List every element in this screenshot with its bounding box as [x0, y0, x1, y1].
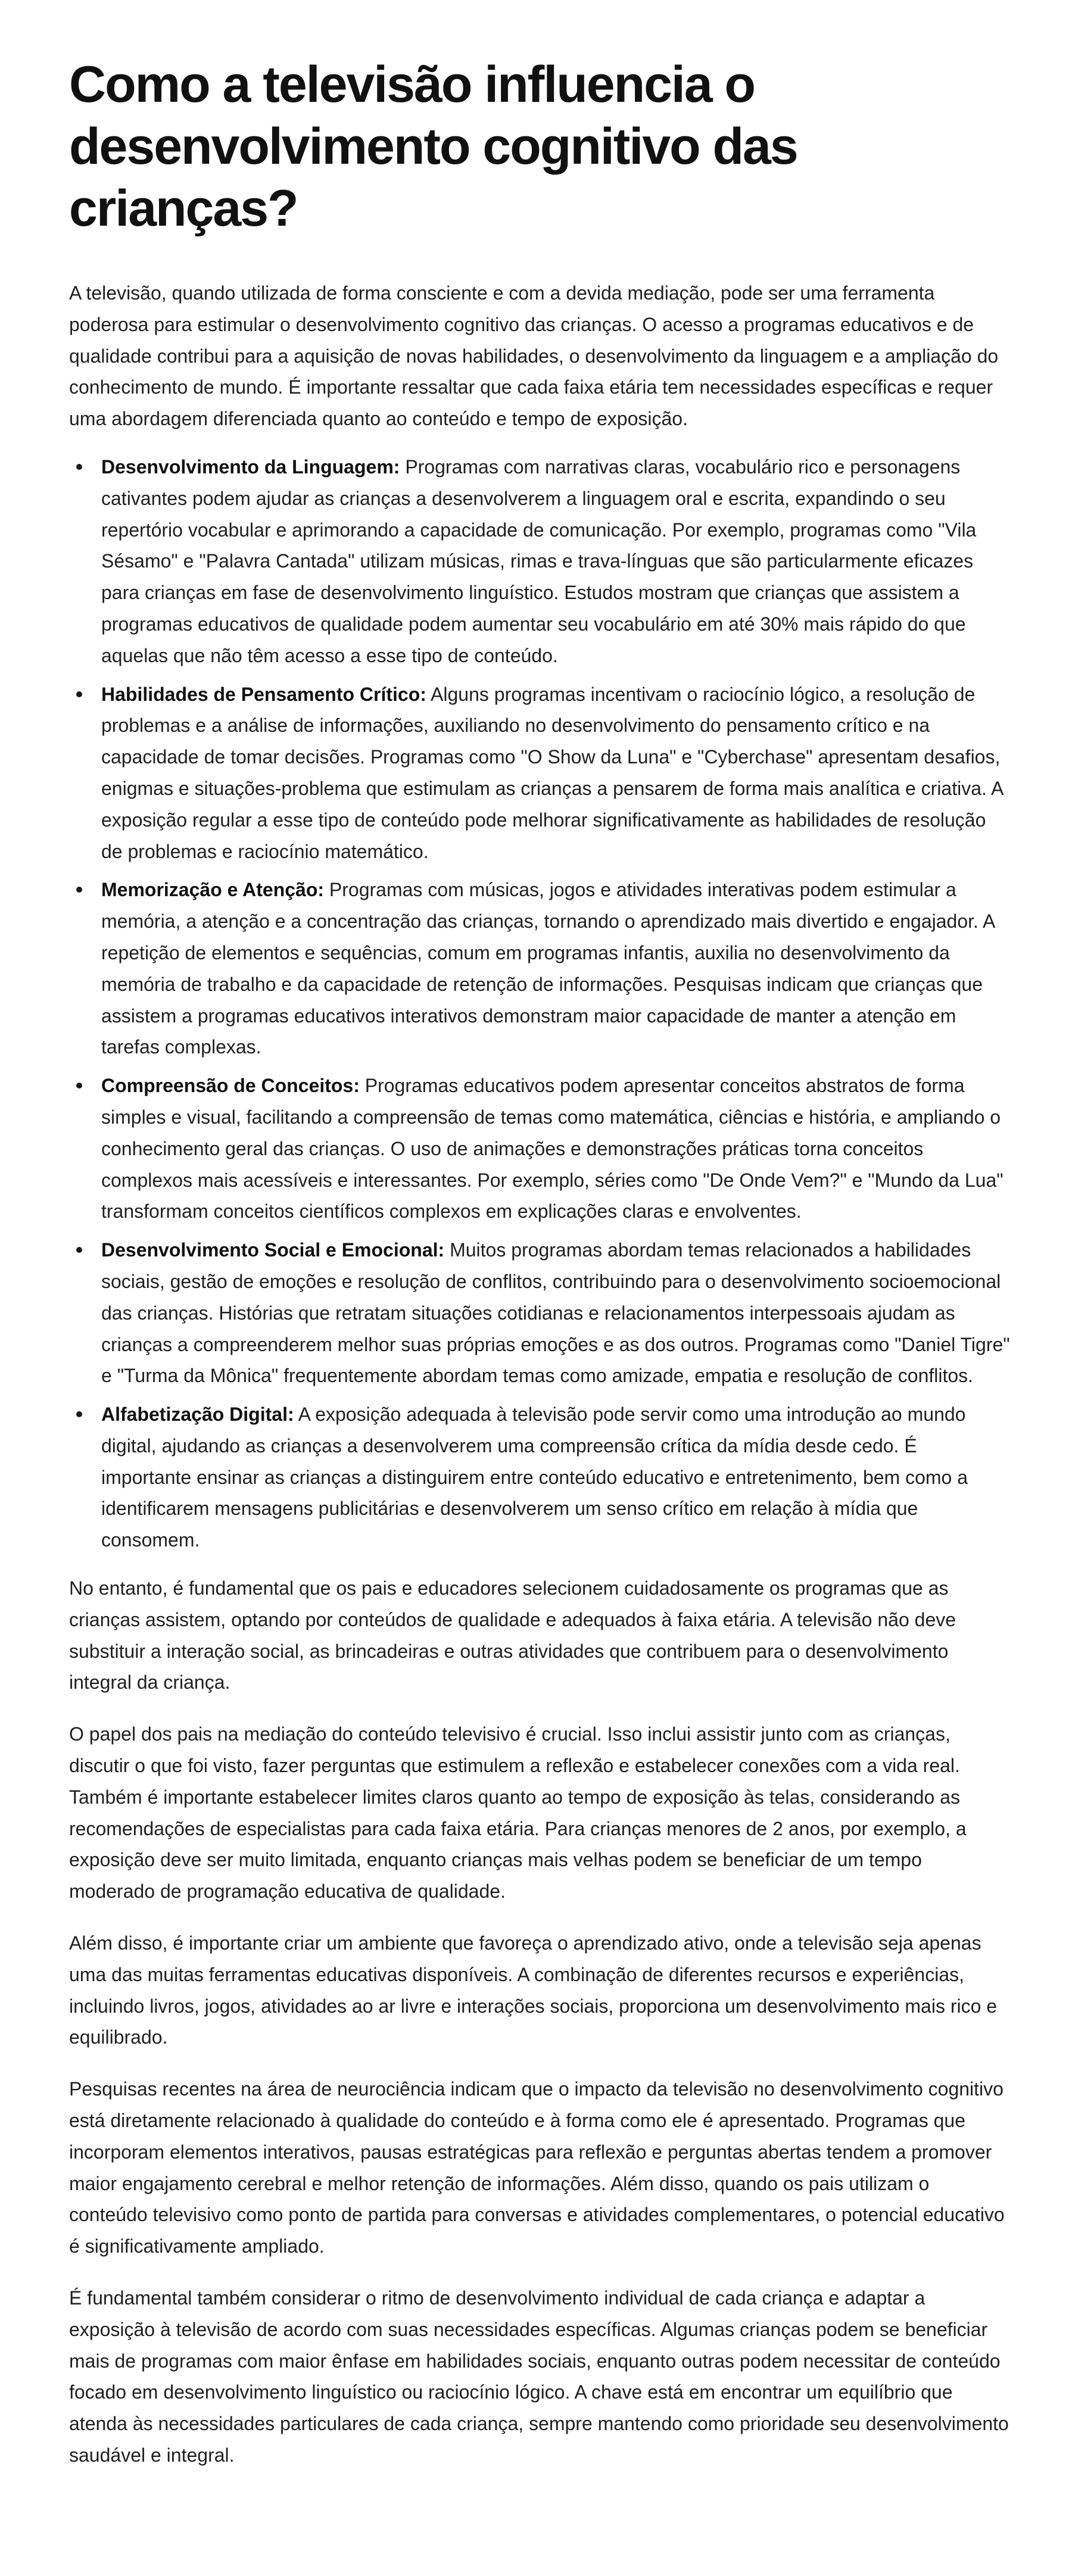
list-item [101, 1399, 1010, 1556]
body-paragraph: No entanto, é fundamental que os pais e educadores selecionem cuidadosamente os programas que as crianças assistem, optando por conteúdos de qualidade e adequados à faixa etária. A televisão não deve substituir a interação social, as brincadeiras e outras atividades que contribuem para o desenvolvimento integral da criança. [69, 1577, 956, 1694]
body-paragraph: Além disso, é importante criar um ambiente que favoreça o aprendizado ativo, onde a televisão seja apenas uma das muitas ferramentas educativas disponíveis. A combinação de diferentes recursos e experiências, incluindo livros, jogos, atividades ao ar livre e interações sociais, proporciona um desenvolvimento mais rico e equilibrado. [69, 1932, 998, 2048]
page-title: Como a televisão influencia o desenvolvimento cognitivo das crianças? [69, 56, 797, 237]
bullet-icon [76, 1247, 82, 1253]
list-item-label: Desenvolvimento Social e Emocional: [101, 1239, 445, 1261]
list-item-label: Habilidades de Pensamento Crítico: [101, 683, 426, 705]
list-item-text: A exposição adequada à televisão pode servir como uma introdução ao mundo digital, ajudando as crianças a desenvolverem uma compreensão crítica da mídia desde cedo. É importante ensinar as crianças a distinguirem entre conteúdo educativo e entretenimento, bem como a identificarem mensagens publicitárias e desenvolverem um senso crítico em relação à mídia que consomem. [101, 1404, 968, 1551]
bullet-icon [76, 1083, 82, 1089]
list-item-text: Programas com músicas, jogos e atividades interativas podem estimular a memória, a atenção e a concentração das crianças, tornando o aprendizado mais divertido e engajador. A repetição de elementos e sequências, comum em programas infantis, auxilia no desenvolvimento da memória de trabalho e da capacidade de retenção de informações. Pesquisas indicam que crianças que assistem a programas educativos interativos demonstram maior capacidade de manter a atenção em tarefas complexas. [101, 879, 995, 1058]
intro-paragraph: A televisão, quando utilizada de forma consciente e com a devida mediação, pode ser uma ferramenta poderosa para estimular o desenvolvimento cognitivo das crianças. O acesso a programas educativos e de qualidade contribui para a aquisição de novas habilidades, o desenvolvimento da linguagem e a ampliação do conhecimento de mundo. É importante ressaltar que cada faixa etária tem necessidades específicas e requer uma abordagem diferenciada quanto ao conteúdo e tempo de exposição. [69, 282, 999, 430]
list-item-text: Programas com narrativas claras, vocabulário rico e personagens cativantes podem ajudar as crianças a desenvolverem a linguagem oral e escrita, expandindo o seu repertório vocabular e aprimorando a capacidade de comunicação. Por exemplo, programas como "Vila Sésamo" e "Palavra Cantada" utilizam músicas, rimas e trava-línguas que são particularmente eficazes para crianças em fase de desenvolvimento linguístico. Estudos mostram que crianças que assistem a programas educativos de qualidade podem aumentar seu vocabulário em até 30% mais rápido do que aquelas que não têm acesso a esse tipo de conteúdo. [101, 456, 977, 666]
list-item-label: Desenvolvimento da Linguagem: [101, 456, 400, 478]
article [69, 54, 1010, 2471]
list-item-label: Alfabetização Digital: [101, 1404, 294, 1426]
key-points-list [69, 451, 1010, 1556]
list-item-text: Alguns programas incentivam o raciocínio lógico, a resolução de problemas e a análise de informações, auxiliando no desenvolvimento do pensamento crítico e na capacidade de tomar decisões. Programas como "O Show da Luna" e "Cyberchase" apresentam desafios, enigmas e situações-problema que estimulam as crianças a pensarem de forma mais analítica e criativa. A exposição regular a esse tipo de conteúdo pode melhorar significativamente as habilidades de resolução de problemas e raciocínio matemático. [101, 683, 1003, 862]
body-paragraph: É fundamental também considerar o ritmo de desenvolvimento individual de cada criança e adaptar a exposição à televisão de acordo com suas necessidades específicas. Algumas crianças podem se beneficiar mais de programas com maior ênfase em habilidades sociais, enquanto outras podem necessitar de conteúdo focado em desenvolvimento linguístico ou raciocínio lógico. A chave está em encontrar um equilíbrio que atenda às necessidades particulares de cada criança, sempre mantendo como prioridade seu desenvolvimento saudável e integral. [69, 2287, 1009, 2466]
bullet-icon [76, 1411, 82, 1417]
body-paragraph: O papel dos pais na mediação do conteúdo televisivo é crucial. Isso inclui assistir junto com as crianças, discutir o que foi visto, fazer perguntas que estimulem a reflexão e estabelecer conexões com a vida real. Também é importante estabelecer limites claros quanto ao tempo de exposição às telas, considerando as recomendações de especialistas para cada faixa etária. Para crianças menores de 2 anos, por exemplo, a exposição deve ser muito limitada, enquanto crianças mais velhas podem se beneficiar de um tempo moderado de programação educativa de qualidade. [69, 1723, 967, 1903]
bullet-icon [76, 887, 82, 893]
list-item-label: Memorização e Atenção: [101, 879, 325, 901]
list-item [101, 1234, 1010, 1392]
list-item [101, 1070, 1010, 1227]
list-item-text: Muitos programas abordam temas relacionados a habilidades sociais, gestão de emoções e resolução de conflitos, contribuindo para o desenvolvimento socioemocional das crianças. Histórias que retratam situações cotidianas e relacionamentos interpessoais ajudam as crianças a compreenderem melhor suas próprias emoções e as dos outros. Programas como "Daniel Tigre" e "Turma da Mônica" frequentemente abordam temas como amizade, empatia e resolução de conflitos. [101, 1239, 1010, 1387]
list-item-label: Compreensão de Conceitos: [101, 1075, 360, 1097]
body-paragraph: Pesquisas recentes na área de neurociência indicam que o impacto da televisão no desenvolvimento cognitivo está diretamente relacionado à qualidade do conteúdo e à forma como ele é apresentado. Programas que incorporam elementos interativos, pausas estratégicas para reflexão e perguntas abertas tendem a promover maior engajamento cerebral e melhor retenção de informações. Além disso, quando os pais utilizam o conteúdo televisivo como ponto de partida para conversas e atividades complementares, o potencial educativo é significativamente ampliado. [69, 2078, 1005, 2257]
bullet-icon [76, 691, 82, 697]
bullet-icon [76, 464, 82, 470]
list-item [101, 451, 1010, 672]
list-item-text: Programas educativos podem apresentar conceitos abstratos de forma simples e visual, facilitando a compreensão de temas como matemática, ciências e história, e ampliando o conhecimento geral das crianças. O uso de animações e demonstrações práticas torna conceitos complexos mais acessíveis e interessantes. Por exemplo, séries como "De Onde Vem?" e "Mundo da Lua" transformam conceitos científicos complexos em explicações claras e envolventes. [101, 1075, 1004, 1222]
list-item [101, 679, 1010, 868]
list-item [101, 874, 1010, 1063]
